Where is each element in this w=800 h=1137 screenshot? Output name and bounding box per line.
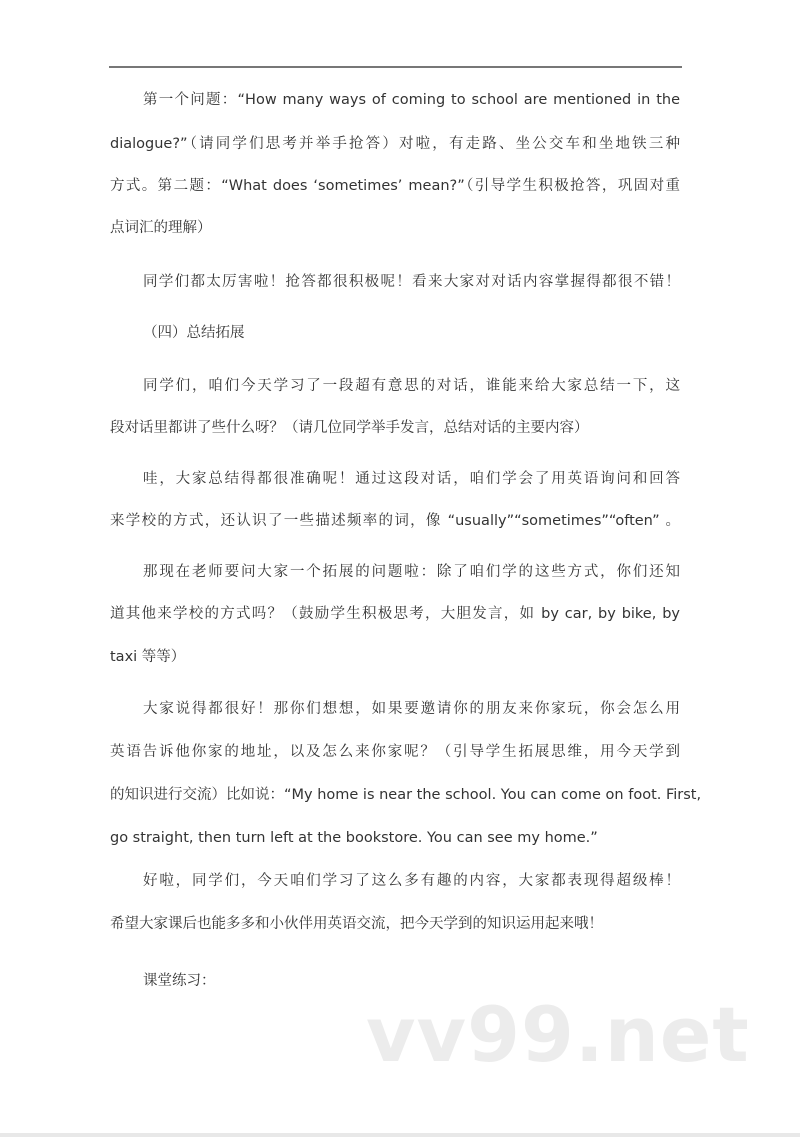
text-line: 道其他来学校的方式吗？（鼓励学生积极思考，大胆发言，如 by car, by bike, by	[110, 606, 680, 622]
text-line: taxi 等等）	[110, 649, 186, 665]
text-line: 来学校的方式，还认识了一些描述频率的词，像 “usually”“sometimes”“often” 。	[110, 513, 680, 529]
text-line: 段对话里都讲了些什么呀？（请几位同学举手发言，总结对话的主要内容）	[110, 420, 589, 436]
text-line: 哇，大家总结得都很准确呢！通过这段对话，咱们学会了用英语询问和回答	[143, 471, 680, 487]
text-line: go straight, then turn left at the bookstore. You can see my home.”	[110, 830, 598, 846]
text-line: 同学们，咱们今天学习了一段超有意思的对话，谁能来给大家总结一下，这	[143, 378, 680, 394]
text-line: 好啦，同学们，今天咱们学习了这么多有趣的内容，大家都表现得超级棒！	[143, 873, 680, 889]
text-line: 同学们都太厉害啦！抢答都很积极呢！看来大家对对话内容掌握得都很不错！	[143, 274, 680, 290]
text-line: 点词汇的理解）	[110, 220, 212, 236]
exercise-heading: 课堂练习：	[143, 973, 216, 989]
text-line: 希望大家课后也能多多和小伙伴用英语交流，把今天学到的知识运用起来哦！	[110, 916, 603, 932]
text-line: dialogue?”（请同学们思考并举手抢答）对啦，有走路、坐公交车和坐地铁三种	[110, 136, 680, 152]
header-rule	[109, 66, 682, 68]
text-line: 大家说得都很好！那你们想想，如果要邀请你的朋友来你家玩，你会怎么用	[143, 701, 680, 717]
section-heading: （四）总结拓展	[143, 325, 245, 341]
text-line: 的知识进行交流）比如说：“My home is near the school. You can come on foot. First,	[110, 787, 702, 803]
page-bottom-edge	[0, 1133, 800, 1137]
text-line: 英语告诉他你家的地址，以及怎么来你家呢？（引导学生拓展思维，用今天学到	[110, 744, 680, 760]
text-line: 第一个问题：“How many ways of coming to school are mentioned in the	[143, 92, 680, 108]
text-line: 方式。第二题：“What does ‘sometimes’ mean?”（引导学生积极抢答，巩固对重	[110, 178, 680, 194]
text-line: 那现在老师要问大家一个拓展的问题啦：除了咱们学的这些方式，你们还知	[143, 564, 680, 580]
watermark: vv99.net	[366, 990, 750, 1079]
